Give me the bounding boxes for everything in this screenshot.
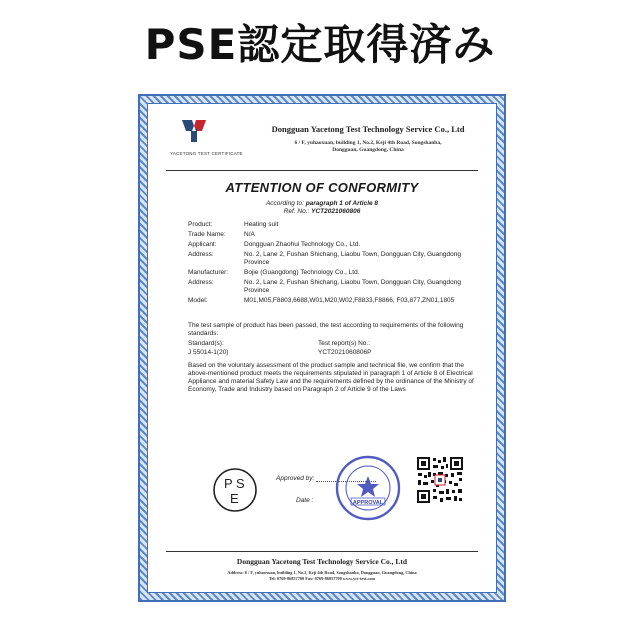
report-value: YCT2021060806P: [318, 349, 372, 356]
conclusion-text: Based on the voluntary assessment of the product sample and technical file, we confirm that the above-mentioned product meets the requirements stipulated in paragraph 1 of Article 8 of Electrical Appliance and material Safety Law and the requirements defined by the ordinance of the Ministry of Economy, Trade and Industry based on Paragraph 2 of Article 9 of the Laws: [188, 362, 474, 393]
field-manufacturer: [188, 269, 474, 277]
company-name: Dongguan Yacetong Test Technology Service Co., Ltd: [271, 124, 465, 134]
according-prefix: According to:: [265, 200, 304, 207]
address-line-1: 6 / F, yuhaoxuan, building 1, No.2, Keji 4th Road, Songshanba,: [294, 140, 442, 146]
field-label: Manufacturer:: [188, 269, 229, 276]
footer-divider: [166, 551, 478, 552]
svg-text:E: E: [230, 491, 239, 506]
pass-statement: The test sample of product has been passed, the test according to requirements of the following standards:: [188, 322, 464, 337]
standards-label: Standard(s):: [188, 340, 224, 347]
date-line: [296, 497, 313, 504]
footer-address-block: [152, 570, 492, 582]
standard-value: J 55014-1(20): [188, 349, 229, 356]
field-label: Address:: [188, 279, 214, 286]
address-line-2: Dongguan, Guangdong, China: [332, 147, 404, 153]
certificate-page: [147, 103, 497, 593]
banner-title: PSE認定取得済み: [144, 20, 496, 69]
field-label: Trade Name:: [188, 231, 226, 238]
according-value: paragraph 1 of Article 8: [305, 200, 379, 207]
ref-prefix: Ref. No.:: [283, 208, 310, 215]
field-value: M01,M05,F8803,6688,W01,M20,W02,F8833,F8866, F03,877,ZN01,1805: [244, 297, 455, 304]
field-product: [188, 221, 474, 229]
standards-header: [188, 340, 474, 348]
according-line: [148, 200, 496, 207]
svg-text:P: P: [224, 476, 233, 491]
field-label: Model:: [188, 297, 208, 304]
footer-contact: Tel: 0769-86857700 Fax: 0769-86857700 www.yct-test.com: [268, 576, 376, 581]
field-label: Product:: [188, 221, 213, 228]
company-stamp-icon: [334, 454, 402, 522]
certificate-title: ATTENTION OF CONFORMITY: [225, 180, 419, 195]
field-value: Heating suit: [244, 221, 279, 228]
report-label: Test report(s) No.:: [318, 340, 371, 347]
field-model: [188, 297, 474, 305]
field-value: No. 2, Lane 2, Fushan Shichang, Liaobu Town, Dongguan City, Guangdong Province: [244, 251, 461, 266]
certificate-frame: [138, 94, 506, 602]
field-value: No. 2, Lane 2, Fushan Shichang, Liaobu Town, Dongguan City, Guangdong Province: [244, 279, 461, 294]
svg-text:S: S: [236, 476, 245, 491]
field-trade-name: [188, 231, 474, 239]
field-applicant: [188, 241, 474, 249]
field-value: N/A: [244, 231, 255, 238]
field-label: Applicant:: [188, 241, 217, 248]
standards-values: [188, 349, 474, 357]
ref-line: [148, 208, 496, 215]
field-label: Address:: [188, 251, 214, 258]
date-label: Date :: [296, 497, 314, 504]
field-value: Dongguan Zhaohui Technology Co., Ltd.: [244, 241, 361, 248]
company-logo: [170, 118, 243, 164]
logo-caption: YACETONG TEST CERTIFICATE: [170, 151, 243, 156]
footer-address: Address: 6 / F, yuhaoxuan, building 1, No.2, Keji 4th Road, Songshanba, Dongguan, Guangdong, China: [227, 570, 417, 575]
footer-company: Dongguan Yacetong Test Technology Service Co., Ltd: [236, 557, 408, 566]
field-value: Bojie (Guangdong) Technology Co., Ltd.: [244, 269, 360, 276]
yacetong-logo-icon: [180, 118, 208, 144]
certificate-fields: [188, 221, 474, 307]
field-manufacturer-address: [188, 279, 474, 295]
stamp-text: APPROVAL: [352, 500, 384, 506]
header-divider: [166, 170, 478, 171]
pse-mark-icon: [212, 467, 258, 513]
approved-label: Approved by:: [276, 475, 315, 482]
qr-code-icon: [416, 456, 464, 504]
company-address: [248, 140, 488, 154]
ref-value: YCT2021060806: [311, 208, 361, 215]
field-applicant-address: [188, 251, 474, 267]
certificate-header: [148, 104, 496, 164]
